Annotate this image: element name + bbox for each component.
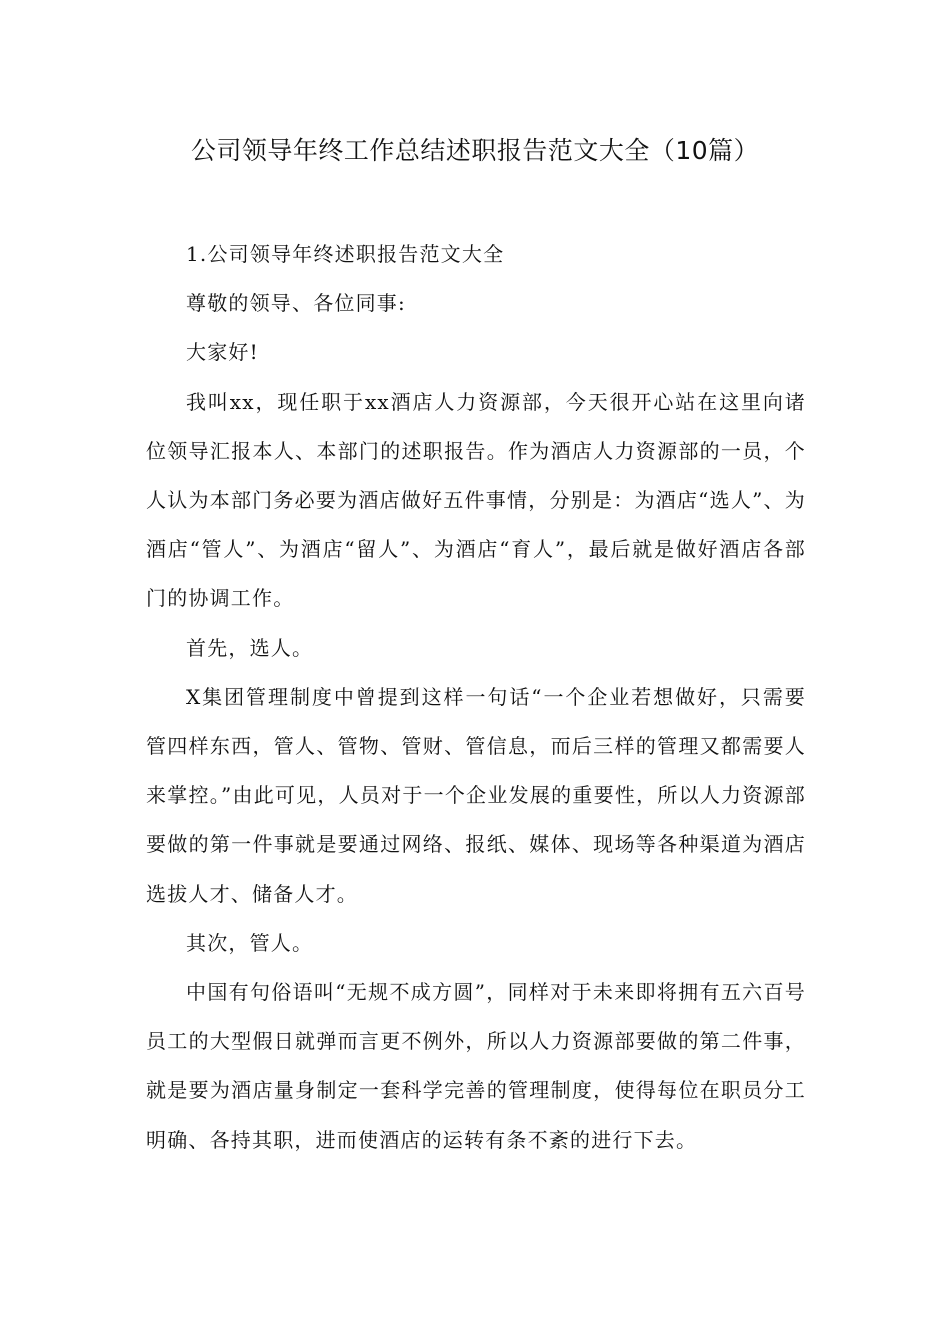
section-heading: 1.公司领导年终述职报告范文大全 [186,242,505,266]
subheading-select-people: 首先，选人。 [186,635,314,660]
body-paragraph: X集团管理制度中曾提到这样一句话“一个企业若想做好，只需要管四样东西，管人、管物、管财、管信息，而后三样的管理又都需要人来掌控。”由此可见，人员对于一个企业发展的重要性，所以人力资源部要做的第一件事就是要通过网络、报纸、媒体、现场等各种渠道为酒店选拔人才、储备人才。 [146,684,806,906]
document-title: 公司领导年终工作总结述职报告范文大全（10篇） [190,136,760,165]
salutation: 尊敬的领导、各位同事: [186,291,406,316]
greeting: 大家好! [186,340,259,365]
body-paragraph: 我叫xx，现任职于xx酒店人力资源部，今天很开心站在这里向诸位领导汇报本人、本部门的述职报告。作为酒店人力资源部的一员，个人认为本部门务必要为酒店做好五件事情，分别是：为酒店“选人”、为酒店“管人”、为酒店“留人”、为酒店“育人”，最后就是做好酒店各部门的协调工作。 [146,389,806,611]
document-body [146,230,806,1165]
subheading-manage-people: 其次，管人。 [186,930,314,955]
body-paragraph: 中国有句俗语叫“无规不成方圆”，同样对于未来即将拥有五六百号员工的大型假日就弹而言更不例外，所以人力资源部要做的第二件事，就是要为酒店量身制定一套科学完善的管理制度，使得每位在职员分工明确、各持其职，进而使酒店的运转有条不紊的进行下去。 [146,980,806,1152]
